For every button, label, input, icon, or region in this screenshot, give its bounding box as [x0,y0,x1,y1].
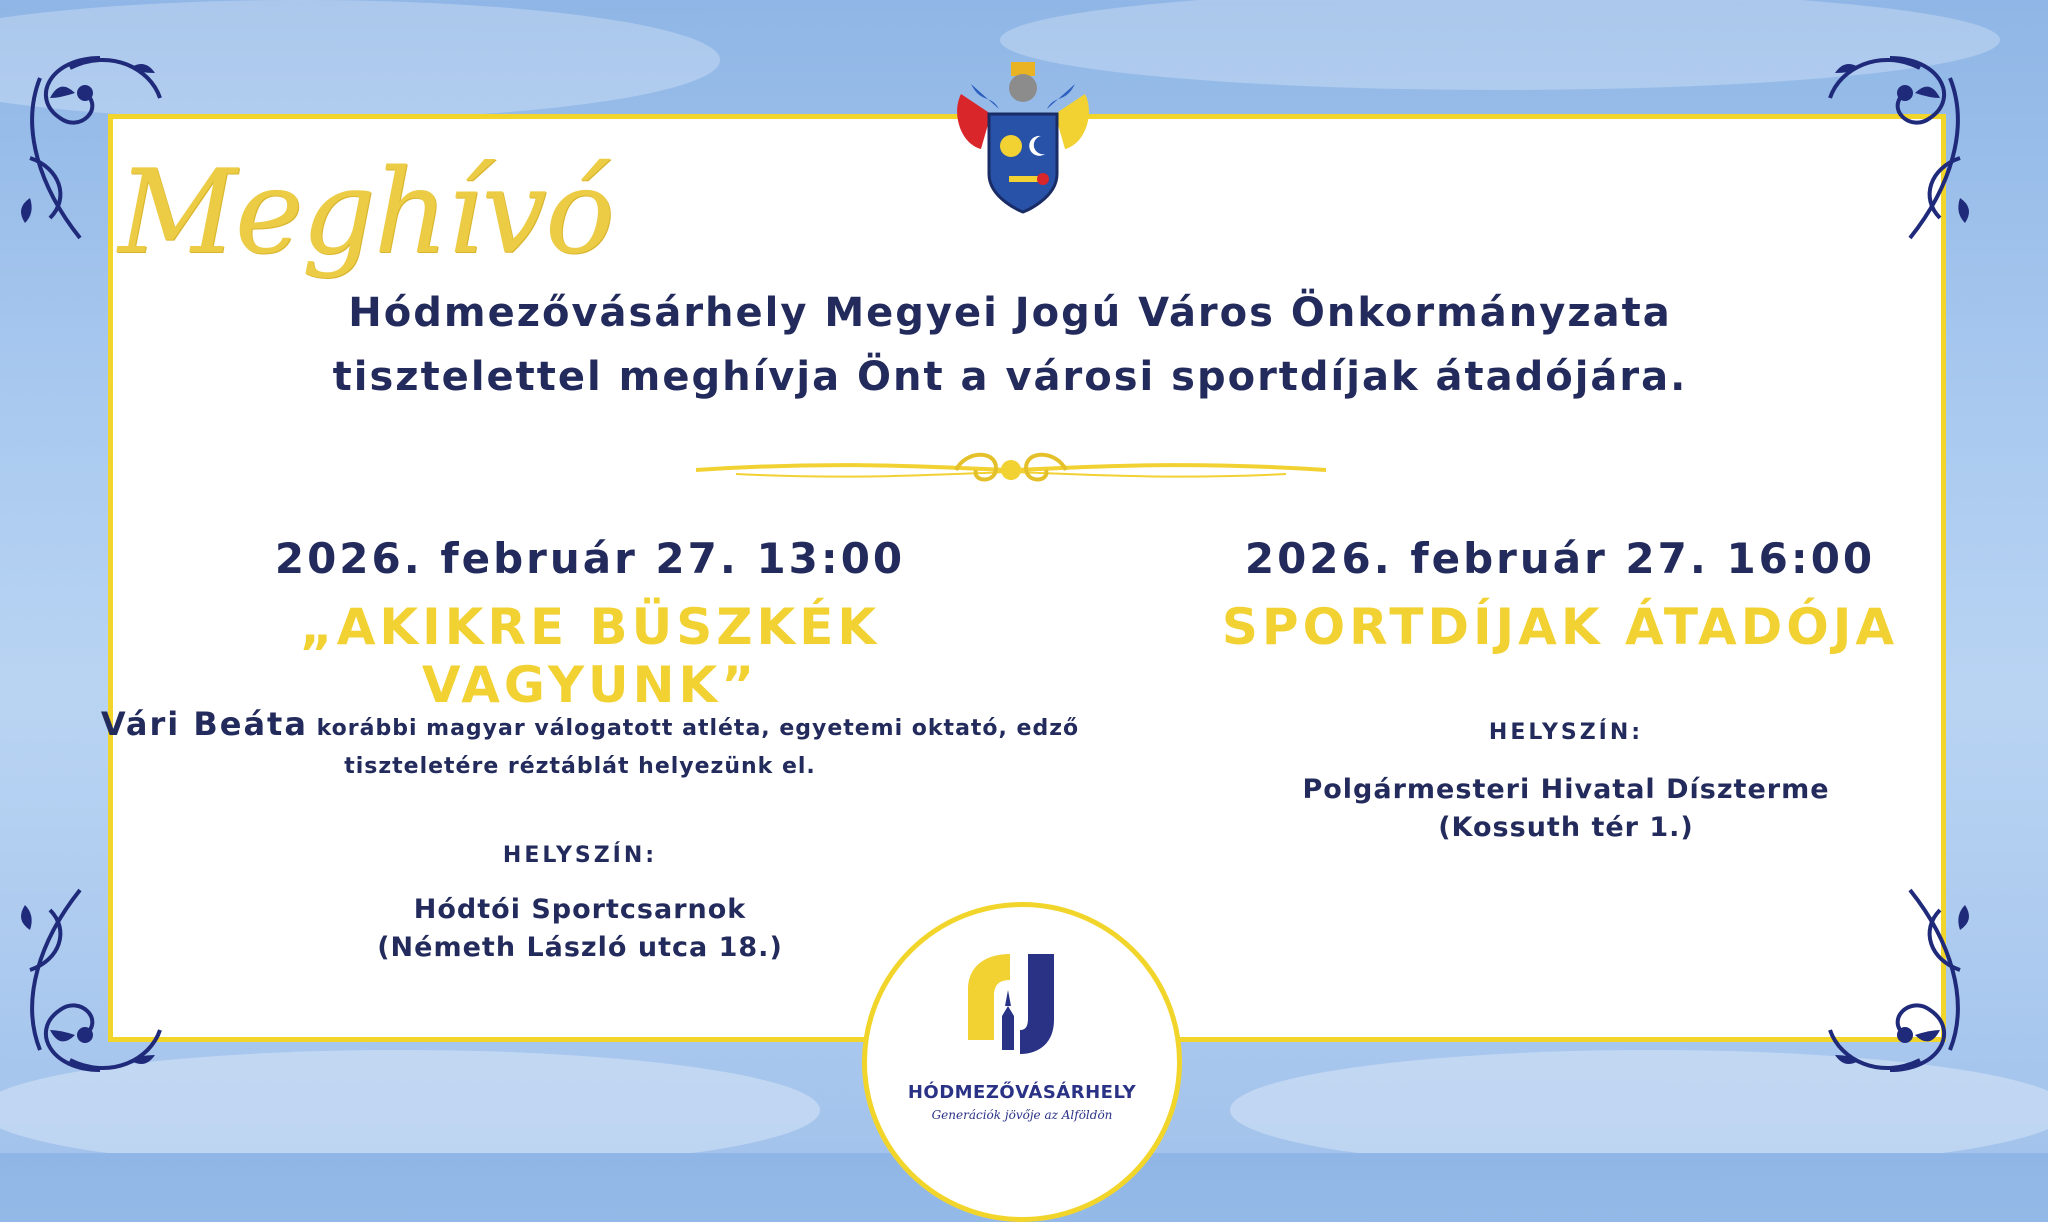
right-location-name: Polgármesteri Hivatal Díszterme [1302,774,1830,805]
right-event-title: SPORTDÍJAK ÁTADÓJA [1221,598,1899,656]
invitation-script-title: Meghívó [118,145,613,280]
honoree-name: Vári Beáta [100,705,308,743]
corner-ornament-bottom-left [10,870,180,1090]
logo-tagline: Generációk jövője az Alföldön [931,1108,1113,1122]
logo-city-name: HÓDMEZŐVÁSÁRHELY [907,1082,1137,1103]
left-event-title: „AKIKRE BÜSZKÉK VAGYUNK” [299,598,881,714]
right-location-address: (Kossuth tér 1.) [1438,812,1694,843]
intro-line-1: Hódmezővásárhely Megyei Jogú Város Önkormányzata [348,290,1672,336]
left-event-date: 2026. február 27. 13:00 [274,534,906,583]
city-logo-icon [958,950,1088,1060]
corner-ornament-top-right [1810,38,1980,258]
left-location-address: (Németh László utca 18.) [377,932,783,963]
honoree-plaque-note: tiszteletére réztáblát helyezünk el. [344,754,816,779]
right-event-date: 2026. február 27. 16:00 [1244,534,1876,583]
left-location-label: HELYSZÍN: [502,843,658,868]
right-location-label: HELYSZÍN: [1488,720,1644,745]
gold-divider-ornament [696,440,1326,500]
honoree-description: korábbi magyar válogatott atléta, egyetemi oktató, edző [316,716,1080,741]
intro-line-2: tisztelettel meghívja Önt a városi sportdíjak átadójára. [332,354,1688,400]
left-location-name: Hódtói Sportcsarnok [413,894,747,925]
city-coat-of-arms-icon [951,54,1095,214]
corner-ornament-bottom-right [1810,870,1980,1090]
